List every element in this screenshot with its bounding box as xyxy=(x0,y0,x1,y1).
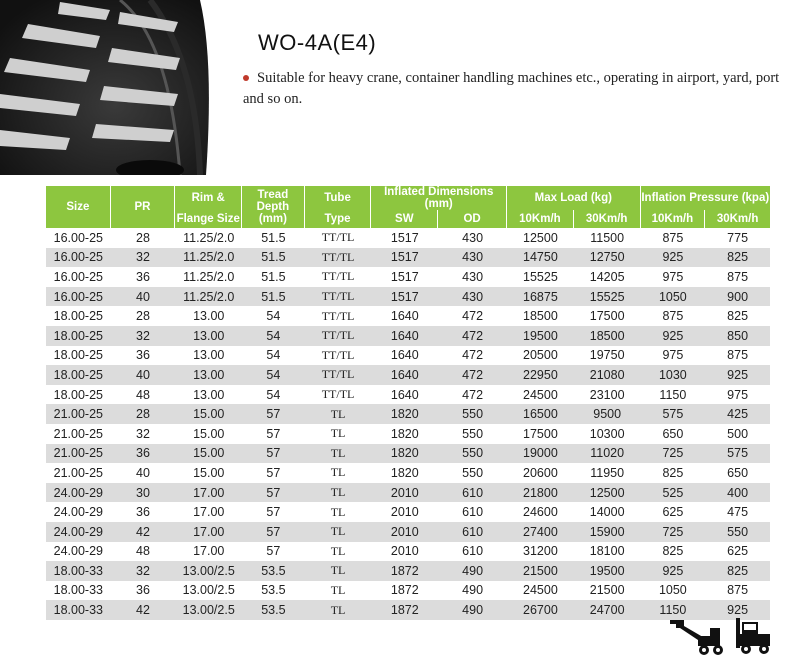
cell-max-load-10kmh: 24500 xyxy=(507,385,574,405)
cell-pressure-10kmh: 650 xyxy=(641,424,706,444)
cell-rim-flange-size: 11.25/2.0 xyxy=(175,248,242,268)
cell-max-load-30kmh: 11500 xyxy=(574,228,641,248)
cell-pressure-10kmh: 825 xyxy=(641,463,706,483)
table-row xyxy=(46,424,770,444)
cell-max-load-30kmh: 24700 xyxy=(574,600,641,620)
cell-pr: 40 xyxy=(111,463,176,483)
cell-tread-depth: 53.5 xyxy=(242,561,305,581)
cell-max-load-10kmh: 16500 xyxy=(507,404,574,424)
header-tube-bottom: Type xyxy=(305,210,372,228)
cell-max-load-30kmh: 19750 xyxy=(574,346,641,366)
cell-rim-flange-size: 13.00 xyxy=(175,306,242,326)
cell-max-load-30kmh: 21500 xyxy=(574,581,641,601)
cell-max-load-30kmh: 12750 xyxy=(574,248,641,268)
cell-tread-depth: 51.5 xyxy=(242,248,305,268)
header-sw: SW xyxy=(371,210,438,228)
cell-max-load-30kmh: 17500 xyxy=(574,306,641,326)
cell-max-load-10kmh: 20500 xyxy=(507,346,574,366)
cell-od: 610 xyxy=(438,502,507,522)
table-row xyxy=(46,444,770,464)
cell-sw: 1517 xyxy=(371,287,438,307)
cell-pressure-30kmh: 850 xyxy=(705,326,770,346)
cell-od: 430 xyxy=(438,267,507,287)
cell-size: 24.00-29 xyxy=(46,542,111,562)
cell-tube-type: TT/TL xyxy=(305,326,372,346)
cell-max-load-10kmh: 17500 xyxy=(507,424,574,444)
cell-tube-type: TL xyxy=(305,463,372,483)
cell-pr: 36 xyxy=(111,444,176,464)
bullet-icon xyxy=(243,75,249,81)
cell-od: 490 xyxy=(438,600,507,620)
cell-sw: 1820 xyxy=(371,424,438,444)
cell-pressure-10kmh: 875 xyxy=(641,228,706,248)
cell-max-load-30kmh: 15900 xyxy=(574,522,641,542)
cell-max-load-10kmh: 26700 xyxy=(507,600,574,620)
cell-tread-depth: 57 xyxy=(242,542,305,562)
cell-pressure-30kmh: 875 xyxy=(705,581,770,601)
cell-size: 18.00-25 xyxy=(46,385,111,405)
cell-rim-flange-size: 13.00 xyxy=(175,385,242,405)
cell-tread-depth: 57 xyxy=(242,522,305,542)
cell-max-load-10kmh: 15525 xyxy=(507,267,574,287)
cell-pr: 28 xyxy=(111,306,176,326)
cell-pressure-30kmh: 625 xyxy=(705,542,770,562)
cell-pressure-10kmh: 1030 xyxy=(641,365,706,385)
cell-pr: 36 xyxy=(111,581,176,601)
cell-sw: 1872 xyxy=(371,600,438,620)
table-row xyxy=(46,522,770,542)
cell-od: 610 xyxy=(438,483,507,503)
description-text: Suitable for heavy crane, container handling machines etc., operating in airport, yard, port and so on. xyxy=(243,70,780,107)
cell-pr: 28 xyxy=(111,228,176,248)
cell-sw: 1640 xyxy=(371,306,438,326)
cell-size: 18.00-25 xyxy=(46,306,111,326)
cell-pressure-10kmh: 925 xyxy=(641,326,706,346)
table-row xyxy=(46,404,770,424)
cell-tube-type: TT/TL xyxy=(305,287,372,307)
reach-stacker-icon xyxy=(668,616,726,656)
cell-od: 550 xyxy=(438,404,507,424)
cell-tube-type: TL xyxy=(305,404,372,424)
product-description xyxy=(243,68,783,110)
header-tube-top: Tube xyxy=(305,186,372,210)
cell-tube-type: TL xyxy=(305,483,372,503)
cell-rim-flange-size: 15.00 xyxy=(175,444,242,464)
cell-max-load-10kmh: 14750 xyxy=(507,248,574,268)
cell-pr: 32 xyxy=(111,248,176,268)
cell-tread-depth: 51.5 xyxy=(242,267,305,287)
cell-pr: 40 xyxy=(111,365,176,385)
cell-sw: 1820 xyxy=(371,463,438,483)
cell-tube-type: TT/TL xyxy=(305,346,372,366)
tire-spec-table xyxy=(46,186,770,620)
cell-rim-flange-size: 11.25/2.0 xyxy=(175,267,242,287)
cell-sw: 1872 xyxy=(371,561,438,581)
cell-pressure-30kmh: 550 xyxy=(705,522,770,542)
cell-max-load-30kmh: 21080 xyxy=(574,365,641,385)
header-pressure-30: 30Km/h xyxy=(705,210,770,228)
cell-tube-type: TL xyxy=(305,424,372,444)
cell-tread-depth: 54 xyxy=(242,306,305,326)
cell-rim-flange-size: 13.00/2.5 xyxy=(175,581,242,601)
table-row xyxy=(46,326,770,346)
cell-rim-flange-size: 17.00 xyxy=(175,522,242,542)
cell-pr: 48 xyxy=(111,385,176,405)
cell-od: 490 xyxy=(438,581,507,601)
cell-max-load-10kmh: 19000 xyxy=(507,444,574,464)
cell-tread-depth: 57 xyxy=(242,404,305,424)
cell-max-load-10kmh: 12500 xyxy=(507,228,574,248)
header-tread-depth: Tread Depth (mm) xyxy=(242,186,305,228)
cell-pr: 40 xyxy=(111,287,176,307)
cell-max-load-10kmh: 16875 xyxy=(507,287,574,307)
cell-sw: 1517 xyxy=(371,228,438,248)
tire-photo xyxy=(0,0,212,175)
cell-rim-flange-size: 15.00 xyxy=(175,463,242,483)
table-row xyxy=(46,306,770,326)
cell-od: 490 xyxy=(438,561,507,581)
cell-tube-type: TT/TL xyxy=(305,267,372,287)
table-row xyxy=(46,228,770,248)
cell-sw: 1517 xyxy=(371,248,438,268)
cell-od: 472 xyxy=(438,326,507,346)
cell-size: 16.00-25 xyxy=(46,287,111,307)
table-row xyxy=(46,600,770,620)
cell-sw: 2010 xyxy=(371,542,438,562)
cell-size: 18.00-33 xyxy=(46,600,111,620)
cell-size: 18.00-25 xyxy=(46,326,111,346)
cell-size: 21.00-25 xyxy=(46,463,111,483)
cell-max-load-10kmh: 22950 xyxy=(507,365,574,385)
cell-pressure-30kmh: 900 xyxy=(705,287,770,307)
cell-pressure-10kmh: 925 xyxy=(641,248,706,268)
cell-pressure-10kmh: 925 xyxy=(641,561,706,581)
product-title: WO-4A(E4) xyxy=(258,30,377,55)
cell-sw: 1640 xyxy=(371,346,438,366)
cell-pr: 32 xyxy=(111,326,176,346)
cell-rim-flange-size: 13.00 xyxy=(175,346,242,366)
cell-tube-type: TT/TL xyxy=(305,248,372,268)
header-inflation-pressure: Inflation Pressure (kpa) xyxy=(641,186,770,210)
cell-max-load-30kmh: 14000 xyxy=(574,502,641,522)
header-rim-top: Rim & xyxy=(175,186,242,210)
cell-rim-flange-size: 11.25/2.0 xyxy=(175,287,242,307)
table-row xyxy=(46,346,770,366)
cell-pressure-30kmh: 925 xyxy=(705,365,770,385)
cell-pressure-30kmh: 925 xyxy=(705,600,770,620)
cell-max-load-10kmh: 24500 xyxy=(507,581,574,601)
cell-od: 550 xyxy=(438,424,507,444)
cell-max-load-10kmh: 19500 xyxy=(507,326,574,346)
header-maxload-30: 30Km/h xyxy=(574,210,641,228)
cell-tube-type: TT/TL xyxy=(305,365,372,385)
cell-max-load-10kmh: 27400 xyxy=(507,522,574,542)
cell-od: 430 xyxy=(438,248,507,268)
cell-pressure-10kmh: 1050 xyxy=(641,287,706,307)
cell-sw: 1517 xyxy=(371,267,438,287)
cell-pr: 42 xyxy=(111,522,176,542)
cell-tube-type: TT/TL xyxy=(305,306,372,326)
cell-od: 472 xyxy=(438,365,507,385)
cell-max-load-30kmh: 19500 xyxy=(574,561,641,581)
cell-rim-flange-size: 13.00 xyxy=(175,365,242,385)
cell-sw: 1872 xyxy=(371,581,438,601)
table-row xyxy=(46,502,770,522)
cell-tube-type: TT/TL xyxy=(305,228,372,248)
cell-pressure-30kmh: 875 xyxy=(705,346,770,366)
cell-tube-type: TL xyxy=(305,444,372,464)
cell-tread-depth: 57 xyxy=(242,483,305,503)
cell-pressure-10kmh: 575 xyxy=(641,404,706,424)
cell-pressure-30kmh: 425 xyxy=(705,404,770,424)
cell-pressure-10kmh: 625 xyxy=(641,502,706,522)
cell-sw: 1640 xyxy=(371,326,438,346)
header-pressure-10: 10Km/h xyxy=(641,210,706,228)
cell-tread-depth: 54 xyxy=(242,365,305,385)
cell-od: 472 xyxy=(438,385,507,405)
cell-tread-depth: 54 xyxy=(242,346,305,366)
cell-max-load-10kmh: 21800 xyxy=(507,483,574,503)
cell-pressure-30kmh: 975 xyxy=(705,385,770,405)
cell-tread-depth: 57 xyxy=(242,502,305,522)
cell-od: 430 xyxy=(438,228,507,248)
header-rim-bottom: Flange Size xyxy=(175,210,242,228)
cell-pressure-30kmh: 825 xyxy=(705,248,770,268)
cell-pr: 32 xyxy=(111,424,176,444)
cell-od: 610 xyxy=(438,522,507,542)
cell-tube-type: TL xyxy=(305,561,372,581)
cell-tube-type: TL xyxy=(305,542,372,562)
table-row xyxy=(46,267,770,287)
cell-pressure-30kmh: 400 xyxy=(705,483,770,503)
table-row xyxy=(46,542,770,562)
cell-max-load-30kmh: 9500 xyxy=(574,404,641,424)
cell-pressure-30kmh: 875 xyxy=(705,267,770,287)
cell-tube-type: TL xyxy=(305,581,372,601)
cell-pr: 28 xyxy=(111,404,176,424)
table-row xyxy=(46,365,770,385)
cell-pressure-30kmh: 650 xyxy=(705,463,770,483)
cell-size: 21.00-25 xyxy=(46,444,111,464)
cell-pressure-30kmh: 475 xyxy=(705,502,770,522)
cell-max-load-30kmh: 18500 xyxy=(574,326,641,346)
cell-max-load-30kmh: 11950 xyxy=(574,463,641,483)
table-row xyxy=(46,287,770,307)
header-od: OD xyxy=(438,210,507,228)
cell-pressure-10kmh: 725 xyxy=(641,522,706,542)
cell-size: 21.00-25 xyxy=(46,424,111,444)
cell-pressure-10kmh: 1150 xyxy=(641,385,706,405)
cell-rim-flange-size: 11.25/2.0 xyxy=(175,228,242,248)
cell-max-load-10kmh: 24600 xyxy=(507,502,574,522)
table-row xyxy=(46,561,770,581)
cell-tread-depth: 57 xyxy=(242,463,305,483)
cell-pr: 32 xyxy=(111,561,176,581)
cell-max-load-10kmh: 18500 xyxy=(507,306,574,326)
cell-max-load-30kmh: 11020 xyxy=(574,444,641,464)
cell-od: 472 xyxy=(438,306,507,326)
cell-pressure-10kmh: 1050 xyxy=(641,581,706,601)
cell-sw: 1820 xyxy=(371,404,438,424)
header-max-load: Max Load (kg) xyxy=(507,186,641,210)
cell-pressure-30kmh: 825 xyxy=(705,561,770,581)
cell-pressure-10kmh: 975 xyxy=(641,346,706,366)
cell-rim-flange-size: 13.00 xyxy=(175,326,242,346)
cell-size: 24.00-29 xyxy=(46,502,111,522)
cell-pressure-10kmh: 825 xyxy=(641,542,706,562)
cell-pressure-30kmh: 500 xyxy=(705,424,770,444)
cell-pr: 48 xyxy=(111,542,176,562)
cell-max-load-30kmh: 15525 xyxy=(574,287,641,307)
cell-sw: 2010 xyxy=(371,483,438,503)
cell-max-load-30kmh: 10300 xyxy=(574,424,641,444)
cell-pressure-10kmh: 875 xyxy=(641,306,706,326)
cell-pressure-10kmh: 975 xyxy=(641,267,706,287)
header-pr: PR xyxy=(111,186,176,228)
cell-pressure-10kmh: 1150 xyxy=(641,600,706,620)
cell-pr: 36 xyxy=(111,346,176,366)
cell-max-load-30kmh: 23100 xyxy=(574,385,641,405)
cell-tube-type: TT/TL xyxy=(305,385,372,405)
cell-pr: 36 xyxy=(111,502,176,522)
cell-size: 16.00-25 xyxy=(46,267,111,287)
cell-od: 430 xyxy=(438,287,507,307)
cell-tube-type: TL xyxy=(305,502,372,522)
cell-tread-depth: 54 xyxy=(242,326,305,346)
cell-tread-depth: 51.5 xyxy=(242,287,305,307)
cell-sw: 1640 xyxy=(371,365,438,385)
cell-rim-flange-size: 17.00 xyxy=(175,542,242,562)
cell-od: 610 xyxy=(438,542,507,562)
cell-max-load-30kmh: 14205 xyxy=(574,267,641,287)
cell-tread-depth: 57 xyxy=(242,444,305,464)
cell-max-load-30kmh: 12500 xyxy=(574,483,641,503)
cell-size: 16.00-25 xyxy=(46,228,111,248)
container-handler-icon xyxy=(734,614,774,656)
cell-max-load-10kmh: 21500 xyxy=(507,561,574,581)
cell-pr: 42 xyxy=(111,600,176,620)
table-row xyxy=(46,483,770,503)
table-row xyxy=(46,385,770,405)
cell-od: 472 xyxy=(438,346,507,366)
cell-pressure-30kmh: 775 xyxy=(705,228,770,248)
header-inflated-dimensions: Inflated Dimensions (mm) xyxy=(371,186,507,210)
header-maxload-10: 10Km/h xyxy=(507,210,574,228)
cell-od: 550 xyxy=(438,444,507,464)
cell-rim-flange-size: 15.00 xyxy=(175,424,242,444)
table-row xyxy=(46,581,770,601)
cell-tread-depth: 57 xyxy=(242,424,305,444)
table-row xyxy=(46,463,770,483)
cell-tread-depth: 53.5 xyxy=(242,581,305,601)
header-size: Size xyxy=(46,186,111,228)
cell-rim-flange-size: 13.00/2.5 xyxy=(175,600,242,620)
cell-size: 16.00-25 xyxy=(46,248,111,268)
cell-rim-flange-size: 15.00 xyxy=(175,404,242,424)
cell-size: 18.00-33 xyxy=(46,581,111,601)
cell-pressure-30kmh: 825 xyxy=(705,306,770,326)
cell-pressure-10kmh: 525 xyxy=(641,483,706,503)
cell-size: 18.00-33 xyxy=(46,561,111,581)
cell-tread-depth: 51.5 xyxy=(242,228,305,248)
cell-sw: 2010 xyxy=(371,522,438,542)
cell-sw: 2010 xyxy=(371,502,438,522)
table-row xyxy=(46,248,770,268)
cell-pr: 36 xyxy=(111,267,176,287)
cell-pressure-10kmh: 725 xyxy=(641,444,706,464)
cell-rim-flange-size: 17.00 xyxy=(175,502,242,522)
cell-sw: 1820 xyxy=(371,444,438,464)
cell-size: 18.00-25 xyxy=(46,365,111,385)
cell-size: 24.00-29 xyxy=(46,483,111,503)
cell-size: 21.00-25 xyxy=(46,404,111,424)
cell-pressure-30kmh: 575 xyxy=(705,444,770,464)
cell-pr: 30 xyxy=(111,483,176,503)
cell-max-load-30kmh: 18100 xyxy=(574,542,641,562)
cell-tube-type: TL xyxy=(305,600,372,620)
cell-rim-flange-size: 17.00 xyxy=(175,483,242,503)
cell-size: 24.00-29 xyxy=(46,522,111,542)
cell-tube-type: TL xyxy=(305,522,372,542)
cell-tread-depth: 54 xyxy=(242,385,305,405)
cell-size: 18.00-25 xyxy=(46,346,111,366)
cell-rim-flange-size: 13.00/2.5 xyxy=(175,561,242,581)
cell-sw: 1640 xyxy=(371,385,438,405)
cell-od: 550 xyxy=(438,463,507,483)
cell-max-load-10kmh: 20600 xyxy=(507,463,574,483)
cell-tread-depth: 53.5 xyxy=(242,600,305,620)
cell-max-load-10kmh: 31200 xyxy=(507,542,574,562)
